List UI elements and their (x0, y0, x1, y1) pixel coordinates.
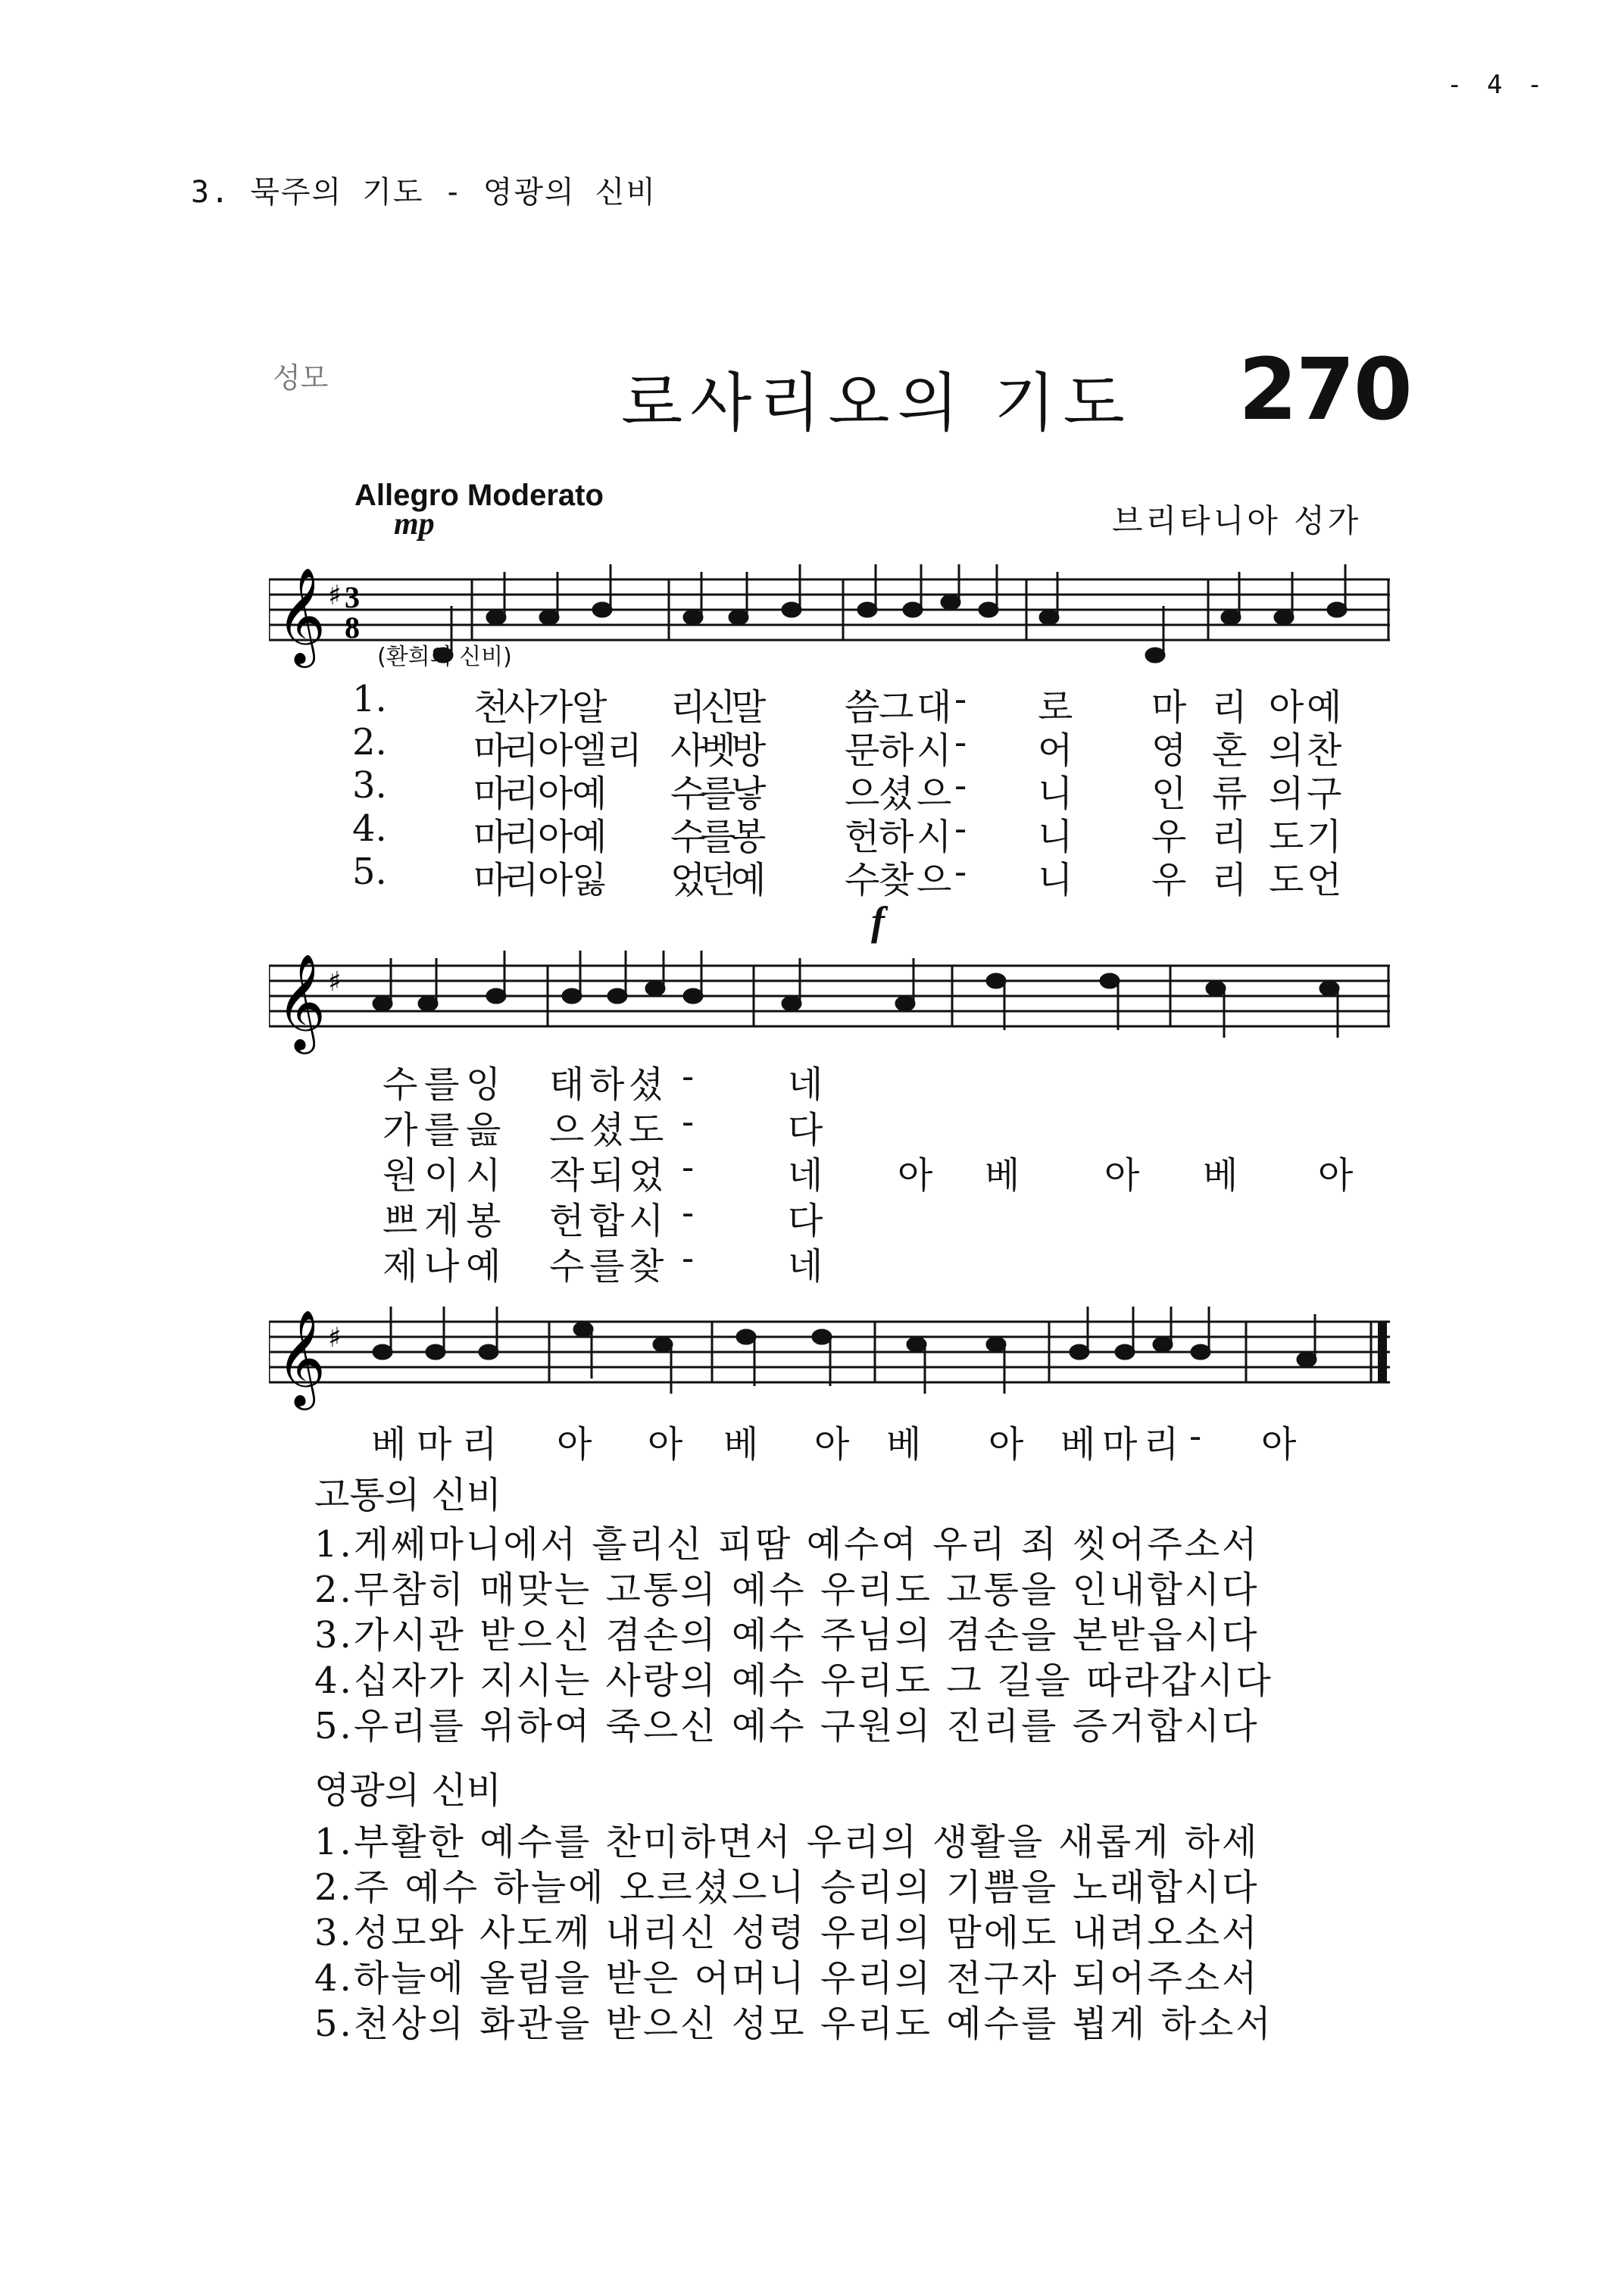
verse-syllable: 수 (549, 1245, 585, 1288)
verse-syllable: - (682, 1055, 695, 1098)
verse-syllable: 쁘 (383, 1200, 418, 1242)
verse-syllable: 낳 (731, 773, 767, 815)
verse-syllable: 방 (731, 729, 767, 772)
verse-syllable: 리 (1212, 859, 1248, 901)
tempo-marking: Allegro Moderato (354, 479, 604, 512)
verse-number: 2. (352, 721, 387, 763)
hymn-title: 로사리오의 기도 (621, 366, 1132, 440)
verse-syllable: 헌 (549, 1200, 585, 1242)
verse-syllable: 네 (788, 1063, 823, 1106)
verse-syllable: 마 (473, 816, 509, 858)
verse-syllable: 를 (701, 773, 736, 815)
ave-syllable: 아 (1104, 1154, 1140, 1197)
verse-syllable: - (682, 1101, 695, 1143)
verse-syllable: 마 (473, 729, 509, 772)
verse-syllable: 사 (670, 729, 706, 772)
verse-syllable: 태 (549, 1063, 585, 1106)
verse-syllable: 도 (1269, 816, 1304, 858)
verse-syllable: 하 (879, 816, 914, 858)
verse-syllable: 류 (1212, 773, 1248, 815)
verse-syllable: 되 (589, 1154, 625, 1197)
verse-syllable: 네 (788, 1245, 823, 1288)
svg-text:♯: ♯ (328, 1322, 342, 1354)
ave-syllable: 베 (985, 1154, 1020, 1197)
verse-line (0, 1101, 1624, 1151)
lyric-syllable: 아 (988, 1423, 1024, 1466)
verse-syllable: 우 (1151, 816, 1187, 858)
verse-syllable: 던 (701, 859, 736, 901)
verse-syllable: 언 (1307, 859, 1342, 901)
verse-syllable: 었 (629, 1154, 664, 1197)
mystery-line: 3.성모와 사도께 내리신 성령 우리의 맘에도 내려오소서 (314, 1912, 1260, 1954)
glorious-title: 영광의 신비 (314, 1769, 502, 1812)
music-staff-2 (269, 947, 1390, 1068)
treble-clef-icon: 𝄞 (276, 953, 326, 1050)
verse-syllable: 원 (383, 1154, 418, 1197)
verse-syllable: 혼 (1212, 729, 1248, 772)
verse-syllable: 도 (629, 1109, 664, 1151)
verse-syllable: 의 (1269, 773, 1304, 815)
music-staff-3 (269, 1303, 1390, 1424)
verse-syllable: 를 (424, 1063, 460, 1106)
verse-syllable: 를 (424, 1109, 460, 1151)
verse-syllable: 찬 (1307, 729, 1342, 772)
verse-syllable: 아 (538, 816, 573, 858)
lyric-syllable: 마 (417, 1423, 452, 1466)
verse-syllable: 시 (917, 816, 952, 858)
svg-text:♯: ♯ (328, 580, 342, 611)
verse-syllable: - (954, 764, 967, 807)
verse-syllable: 리 (1212, 686, 1248, 729)
dynamic-f: f (871, 898, 885, 944)
verse-syllable: 우 (1151, 859, 1187, 901)
lyric-syllable: 베 (886, 1423, 922, 1466)
mystery-line: 2.주 예수 하늘에 오르셨으니 승리의 기쁨을 노래합시다 (314, 1866, 1260, 1909)
verse-syllable: 예 (1307, 686, 1342, 729)
verse-syllable: 작 (549, 1154, 585, 1197)
mystery-line: 5.우리를 위하여 죽으신 예수 구원의 진리를 증거합시다 (314, 1705, 1260, 1747)
verse-syllable: 셨 (629, 1063, 664, 1106)
svg-text:♯: ♯ (328, 966, 342, 998)
verse-syllable: 잉 (466, 1063, 501, 1106)
verse-syllable: - (682, 1146, 695, 1188)
verse-syllable: 인 (1151, 773, 1187, 815)
verse-line (0, 851, 1624, 901)
verse-syllable: 셨 (879, 773, 914, 815)
verse-syllable: 니 (1038, 773, 1073, 815)
verse-number: 5. (352, 851, 387, 893)
verse-syllable: 아 (538, 773, 573, 815)
verse-syllable: 마 (473, 859, 509, 901)
lyric-syllable: 리 (1144, 1423, 1179, 1466)
verse-syllable: 읊 (466, 1109, 501, 1151)
verse-syllable: 리 (504, 816, 539, 858)
verse-syllable: 마 (1151, 686, 1187, 729)
lyric-syllable: 리 (462, 1423, 498, 1466)
verse-syllable: 가 (538, 686, 573, 729)
verse-syllable: 수 (845, 859, 880, 901)
verse-syllable: 어 (1038, 729, 1073, 772)
lyric-syllable: - (1189, 1415, 1202, 1457)
verse-syllable: 으 (917, 859, 952, 901)
verse-syllable: 수 (383, 1063, 418, 1106)
lyric-syllable: 아 (814, 1423, 850, 1466)
verse-number: 4. (352, 807, 387, 850)
verse-syllable: 봉 (731, 816, 767, 858)
ave-syllable: 베 (1203, 1154, 1238, 1197)
verse-syllable: 봉 (466, 1200, 501, 1242)
verse-syllable: - (682, 1237, 695, 1279)
verse-syllable: 제 (383, 1245, 418, 1288)
verse-syllable: 알 (572, 686, 607, 729)
verse-syllable: 아 (1269, 686, 1304, 729)
verse-syllable: 니 (1038, 816, 1073, 858)
hymnal-category: 성모 (273, 361, 329, 395)
verse-syllable: 헌 (845, 816, 880, 858)
verse-syllable: 엘리 (572, 729, 642, 772)
verse-syllable: 다 (788, 1109, 823, 1151)
verse-syllable: 니 (1038, 859, 1073, 901)
verse-syllable: 다 (788, 1200, 823, 1242)
verse-syllable: 예 (466, 1245, 501, 1288)
verse-syllable: 예 (572, 773, 607, 815)
verse-syllable: 예 (572, 816, 607, 858)
verse-syllable: 로 (1038, 686, 1073, 729)
verse-syllable: 이 (424, 1154, 460, 1197)
lyric-syllable: 베 (371, 1423, 407, 1466)
verse-syllable: 으 (845, 773, 880, 815)
verse-syllable: - (954, 678, 967, 720)
verse-syllable: 를 (589, 1245, 625, 1288)
verse-line (0, 1191, 1624, 1242)
verse-line (0, 1237, 1624, 1288)
mystery-line: 2.무참히 매맞는 고통의 예수 우리도 고통을 인내합시다 (314, 1569, 1260, 1611)
ave-syllable: 아 (898, 1154, 933, 1197)
verse-syllable: 사 (504, 686, 539, 729)
mystery-line: 5.천상의 화관을 받으신 성모 우리도 예수를 뵙게 하소서 (314, 2003, 1273, 2045)
verse-line (0, 807, 1624, 858)
mystery-line: 1.부활한 예수를 찬미하면서 우리의 생활을 새롭게 하세 (314, 1821, 1260, 1863)
sorrowful-title: 고통의 신비 (314, 1474, 502, 1516)
lyric-syllable: 베 (723, 1423, 759, 1466)
composer: 브리타니아 성가 (1112, 502, 1362, 539)
verse-syllable: 리 (670, 686, 706, 729)
verse-syllable: 마 (473, 773, 509, 815)
verse-syllable: 으 (549, 1109, 585, 1151)
mystery-line: 4.십자가 지시는 사랑의 예수 우리도 그 길을 따라갑시다 (314, 1660, 1273, 1702)
verse-syllable: 의 (1269, 729, 1304, 772)
svg-text:8: 8 (345, 610, 360, 645)
verse-syllable: - (954, 807, 967, 850)
verse-syllable: 천 (473, 686, 509, 729)
verse-syllable: - (954, 851, 967, 893)
verse-syllable: 도 (1269, 859, 1304, 901)
verse-syllable: 시 (629, 1200, 664, 1242)
verse-number: 3. (352, 764, 387, 807)
verse-number: 1. (352, 678, 387, 720)
verse-syllable: 벳 (701, 729, 736, 772)
verse-line (0, 764, 1624, 815)
verse-syllable: 잃 (572, 859, 607, 901)
lyric-syllable: 아 (557, 1423, 592, 1466)
svg-text:3: 3 (345, 580, 360, 614)
mystery-line: 4.하늘에 올림을 받은 어머니 우리의 전구자 되어주소서 (314, 1957, 1260, 2000)
lyrics-system-3 (0, 1415, 1624, 1466)
verse-syllable: 영 (1151, 729, 1187, 772)
verse-syllable: 하 (879, 729, 914, 772)
mystery-label: (환희의 신비) (377, 644, 512, 670)
verse-syllable: 시 (466, 1154, 501, 1197)
verse-syllable: - (954, 721, 967, 763)
page-number: - 4 - (1447, 70, 1547, 100)
lyric-syllable: 아 (648, 1423, 683, 1466)
verse-syllable: 수 (670, 816, 706, 858)
lyric-syllable: 베 (1060, 1423, 1096, 1466)
verse-syllable: 아 (538, 859, 573, 901)
section-heading: 3. 묵주의 기도 - 영광의 신비 (191, 175, 657, 210)
verse-line (0, 678, 1624, 729)
verse-syllable: 가 (383, 1109, 418, 1151)
verse-syllable: 나 (424, 1245, 460, 1288)
verse-syllable: 찾 (879, 859, 914, 901)
verse-syllable: 대 (917, 686, 952, 729)
verse-syllable: 기 (1307, 816, 1342, 858)
ave-syllable: 아 (1318, 1154, 1354, 1197)
verse-syllable: 그 (879, 686, 914, 729)
lyric-syllable: 마 (1102, 1423, 1138, 1466)
verse-syllable: 문 (845, 729, 880, 772)
verse-syllable: 를 (701, 816, 736, 858)
verse-syllable: 합 (589, 1200, 625, 1242)
verse-line (0, 1055, 1624, 1106)
lyric-syllable: 아 (1261, 1423, 1297, 1466)
verse-syllable: 신 (701, 686, 736, 729)
verse-syllable: - (682, 1191, 695, 1234)
treble-clef-icon: 𝄞 (276, 1309, 326, 1406)
mystery-line: 3.가시관 받으신 겸손의 예수 주님의 겸손을 본받읍시다 (314, 1614, 1260, 1656)
mystery-line: 1.게쎄마니에서 흘리신 피땀 예수여 우리 죄 씻어주소서 (314, 1523, 1260, 1566)
verse-syllable: 네 (788, 1154, 823, 1197)
verse-syllable: 셨 (589, 1109, 625, 1151)
verse-syllable: 게 (424, 1200, 460, 1242)
verse-line (0, 721, 1624, 772)
ave-lyrics (0, 1146, 1624, 1197)
verse-syllable: 시 (917, 729, 952, 772)
dynamic-mp: mp (394, 507, 435, 542)
verse-syllable: 구 (1307, 773, 1342, 815)
verse-syllable: 리 (504, 859, 539, 901)
verse-syllable: 리 (1212, 816, 1248, 858)
verse-syllable: 리 (504, 773, 539, 815)
verse-syllable: 수 (670, 773, 706, 815)
verse-syllable: 찾 (629, 1245, 664, 1288)
verse-syllable: 아 (538, 729, 573, 772)
verse-syllable: 으 (917, 773, 952, 815)
verse-syllable: 하 (589, 1063, 625, 1106)
verse-syllable: 말 (731, 686, 767, 729)
verse-syllable: 었 (670, 859, 706, 901)
verse-syllable: 리 (504, 729, 539, 772)
verse-syllable: 예 (731, 859, 767, 901)
hymn-number: 270 (1238, 341, 1411, 439)
treble-clef-icon: 𝄞 (276, 567, 326, 664)
verse-syllable: 씀 (845, 686, 880, 729)
